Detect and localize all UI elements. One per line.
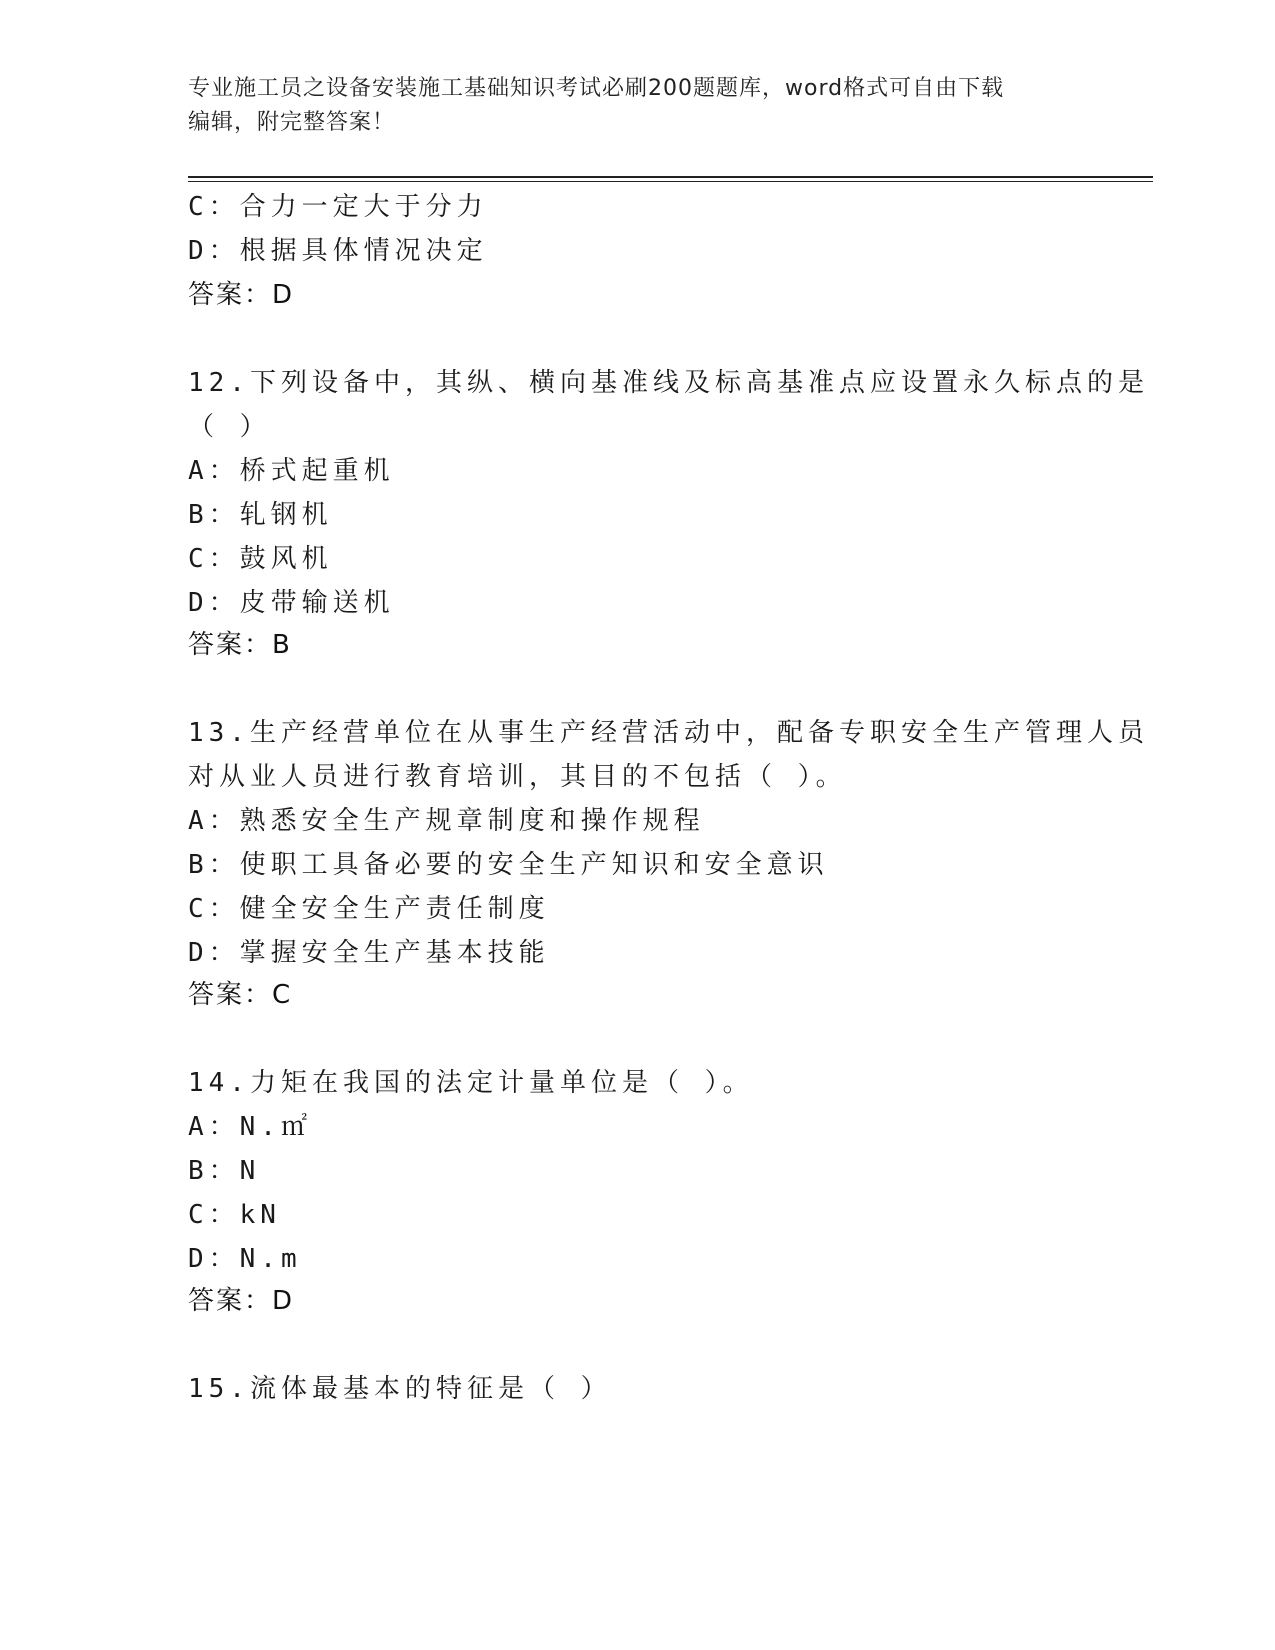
q13-answer: 答案：C — [188, 980, 293, 1010]
q12-stem-line-1: 12.下列设备中，其纵、横向基准线及标高基准点应设置永久标点的是 — [188, 368, 1149, 398]
q14-stem-line-1: 14.力矩在我国的法定计量单位是（ ）。 — [188, 1068, 754, 1098]
document-header — [188, 72, 1068, 140]
header-divider-thick — [188, 176, 1153, 178]
q12-option-b: B：轧钢机 — [188, 500, 333, 530]
q13-option-b: B：使职工具备必要的安全生产知识和安全意识 — [188, 850, 829, 880]
q12-option-a: A：桥式起重机 — [188, 456, 395, 486]
q13-stem-line-2: 对从业人员进行教育培训，其目的不包括（ ）。 — [188, 762, 847, 792]
q13-option-a: A：熟悉安全生产规章制度和操作规程 — [188, 806, 705, 836]
q14-option-a: A：N.㎡ — [188, 1112, 312, 1142]
q14-option-b: B：N — [188, 1156, 261, 1186]
q13-stem-line-1: 13.生产经营单位在从事生产经营活动中，配备专职安全生产管理人员 — [188, 718, 1149, 748]
q15-stem-line-1: 15.流体最基本的特征是（ ） — [188, 1374, 612, 1404]
q13-option-d: D：掌握安全生产基本技能 — [188, 938, 550, 968]
q11-answer: 答案：D — [188, 280, 295, 310]
header-title-line-2: 编辑，附完整答案！ — [188, 110, 396, 135]
q12-answer: 答案：B — [188, 630, 292, 660]
q11-option-c: C：合力一定大于分力 — [188, 192, 488, 222]
q14-option-c: C：kN — [188, 1200, 281, 1230]
header-divider-thin — [188, 181, 1153, 182]
q11-option-d: D：根据具体情况决定 — [188, 236, 488, 266]
q12-stem-line-2: （ ） — [188, 412, 271, 442]
header-title-line-1: 专业施工员之设备安装施工基础知识考试必刷200题题库，word格式可自由下载 — [188, 76, 1005, 101]
q14-answer: 答案：D — [188, 1286, 295, 1316]
q13-option-c: C：健全安全生产责任制度 — [188, 894, 550, 924]
q12-option-d: D：皮带输送机 — [188, 588, 395, 618]
q12-option-c: C：鼓风机 — [188, 544, 333, 574]
q14-option-d: D：N.m — [188, 1244, 302, 1274]
